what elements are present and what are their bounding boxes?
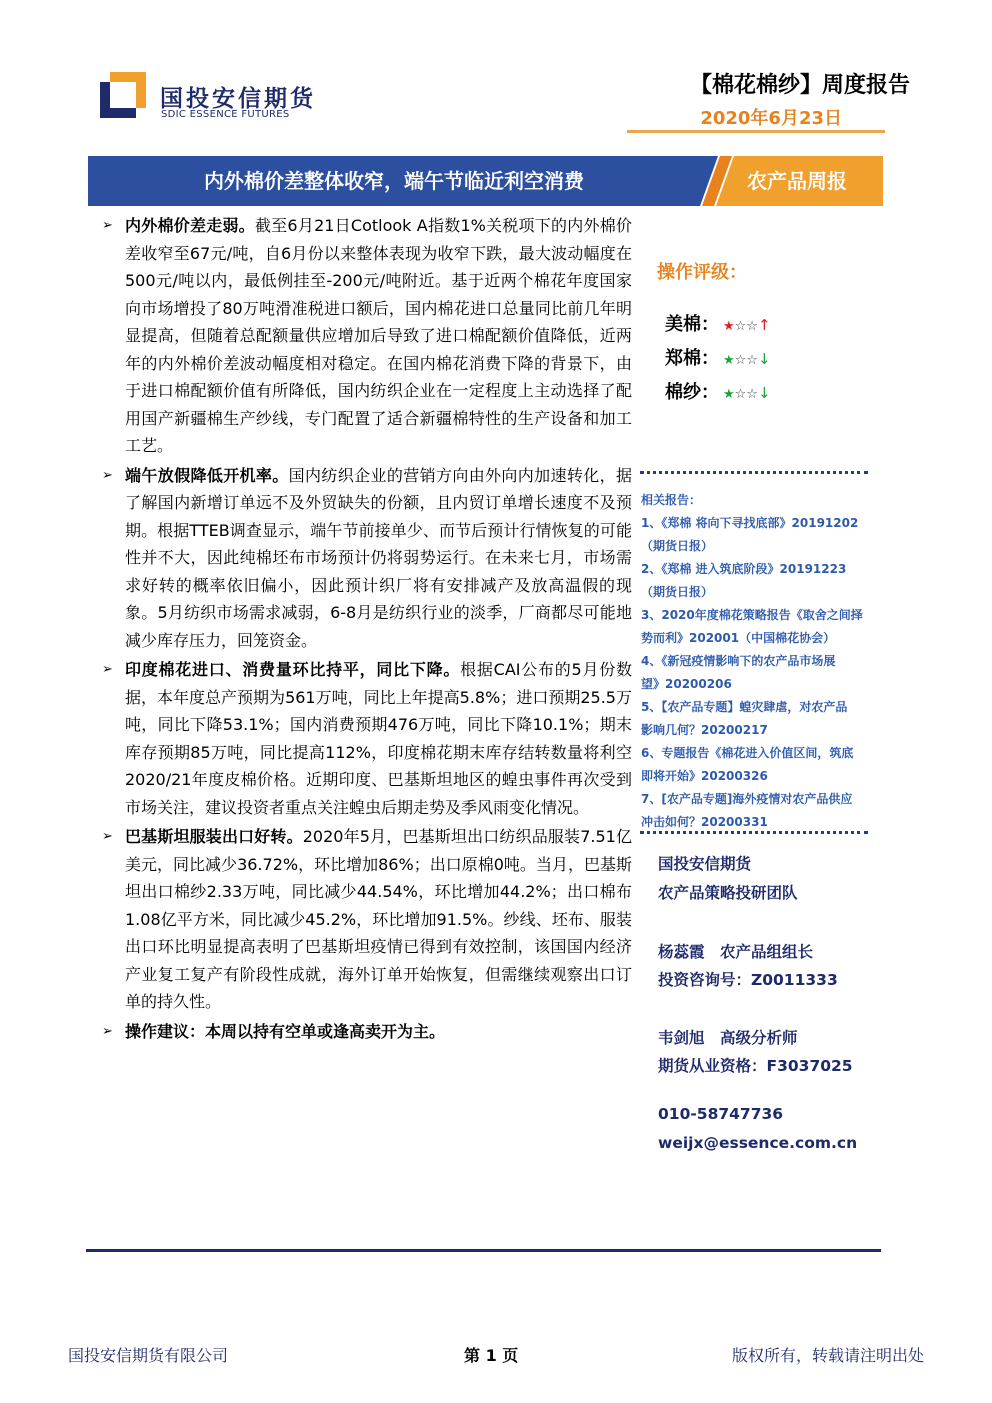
related-report-line[interactable]: （期货日报）: [641, 539, 714, 553]
related-report-line[interactable]: （期货日报）: [641, 585, 714, 599]
rating-title: 操作评级：: [657, 262, 747, 283]
paragraph-lead: 印度棉花进口、消费量环比持平，同比下降。: [125, 660, 461, 679]
paragraph-pakistan-exports: [100, 823, 632, 1016]
paragraph-body: 2020年5月，巴基斯坦出口纺织品服装7.51亿美元，同比减少36.72%，环比增加86%；出口原棉0吨。当月，巴基斯坦出口棉纱2.33万吨，同比减少44.54%，环比增加44.2%；出口棉布1.08亿平方米，同比减少45.2%，环比增加91.5%。纱线、坯布、服装出口环比明显提高表明了巴基斯坦疫情已得到有效控制，该国国内经济产业复工复产有阶段性成就，海外订单开始恢复，但需继续观察出口订单的持久性。: [125, 827, 632, 1011]
arrow-down-icon: ↓: [757, 384, 771, 402]
bullet-arrow-icon: ➢: [102, 1023, 113, 1039]
related-report-line[interactable]: 望》20200206: [641, 677, 732, 691]
report-title: 【棉花棉纱】周度报告: [689, 73, 910, 98]
logo-english-name: SDIC ESSENCE FUTURES: [161, 109, 290, 120]
paragraph-lead: 端午放假降低开机率。: [125, 465, 289, 485]
bullet-arrow-icon: ➢: [102, 829, 113, 844]
rating-label: 美棉：: [665, 314, 719, 335]
footer-company: 国投安信期货有限公司: [68, 1346, 229, 1365]
operation-advice: [100, 1018, 632, 1046]
related-report-line[interactable]: 即将开始》20200326: [641, 769, 768, 783]
header-divider: [627, 130, 885, 133]
related-report-line[interactable]: 4、《新冠疫情影响下的农产品市场展: [641, 654, 836, 668]
analyst-1-license: 投资咨询号：Z0011333: [658, 971, 838, 989]
star-filled-icon: ★: [723, 319, 735, 334]
paragraph-dragon-boat: [100, 462, 632, 655]
footer-divider: [86, 1249, 881, 1252]
analyst-2-license: 期货从业资格：F3037025: [658, 1057, 853, 1075]
rating-cotton-yarn: [665, 378, 771, 404]
star-filled-icon: ★: [723, 387, 735, 402]
star-filled-icon: ★: [723, 353, 735, 368]
related-report-line[interactable]: 1、《郑棉 将向下寻找底部》20191202: [641, 516, 859, 530]
related-report-line[interactable]: 影响几何？20200217: [641, 723, 768, 737]
related-report-line[interactable]: 冲击如何？20200331: [641, 815, 768, 829]
bullet-arrow-icon: ➢: [102, 662, 113, 677]
arrow-down-icon: ↓: [757, 350, 771, 368]
dotted-divider: [640, 831, 868, 834]
star-empty-icon: ☆☆: [734, 319, 758, 334]
analyst-2-name: 韦剑旭 高级分析师: [658, 1029, 798, 1047]
banner-title: 内外棉价差整体收窄，端午节临近利空消费: [204, 169, 584, 193]
paragraph-body: 根据CAI公布的5月份数据，本年度总产预期为561万吨，同比上年提高5.8%；进口预期25.5万吨，同比下降53.1%；国内消费预期476万吨，同比下降10.1%；期末库存预期85万吨，同比提高112%，印度棉花期末库存结转数量将利空2020/21年度皮棉价格。近期印度、巴基斯坦地区的蝗虫事件再次受到市场关注，建议投资者重点关注蝗虫后期走势及季风雨变化情况。: [125, 660, 632, 817]
paragraph-india-cotton: [100, 656, 632, 821]
arrow-up-icon: ↑: [757, 316, 771, 334]
banner-category-tag: 农产品周报: [747, 169, 847, 193]
contact-email[interactable]: weijx@essence.com.cn: [658, 1134, 858, 1152]
related-reports-title: 相关报告：: [641, 493, 702, 507]
dotted-divider: [640, 471, 868, 474]
report-date: 2020年6月23日: [700, 108, 842, 129]
advice-text: 操作建议：本周以持有空单或逢高卖开为主。: [125, 1021, 446, 1041]
related-report-line[interactable]: 2、《郑棉 进入筑底阶段》20191223: [641, 562, 847, 576]
team-group: 农产品策略投研团队: [658, 884, 798, 902]
team-company: 国投安信期货: [658, 855, 752, 873]
paragraph-cotton-spread: [100, 212, 632, 460]
contact-phone: 010-58747736: [658, 1105, 784, 1123]
main-content: [100, 212, 632, 1047]
related-report-line[interactable]: 3、2020年度棉花策略报告《取舍之间择: [641, 608, 863, 622]
rating-zhengzhou-cotton: [665, 344, 771, 370]
paragraph-lead: 内外棉价差走弱。: [125, 216, 255, 235]
bullet-arrow-icon: ➢: [102, 218, 113, 233]
rating-us-cotton: [665, 310, 771, 336]
page-number: 第 1 页: [464, 1346, 519, 1365]
related-reports-list: [641, 512, 886, 834]
star-empty-icon: ☆☆: [734, 387, 758, 402]
related-report-line[interactable]: 5、【农产品专题】蝗灾肆虐，对农产品: [641, 700, 848, 714]
rating-label: 郑棉：: [665, 348, 719, 369]
paragraph-body: 截至6月21日Cotlook A指数1%关税项下的内外棉价差收窄至67元/吨，自6月份以来整体表现为收窄下跌，最大波动幅度在500元/吨以内，最低例挂至-200元/吨附近。基于近两个棉花年度国家向市场增投了80万吨滑准税进口额后，国内棉花进口总量同比前几年明显提高，但随着总配额量供应增加后导致了进口棉配额价值降低，近两年的内外棉价差波动幅度相对稳定。在国内棉花消费下降的背景下，由于进口棉配额价值有所降低，国内纺织企业在一定程度上主动选择了配用国产新疆棉生产纱线，专门配置了适合新疆棉特性的生产设备和加工工艺。: [125, 216, 632, 455]
related-report-line[interactable]: 势而利》202001（中国棉花协会）: [641, 631, 836, 645]
analyst-1-name: 杨蕊霞 农产品组组长: [658, 943, 814, 961]
logo-chinese-name: 国投安信期货: [160, 86, 316, 112]
bullet-arrow-icon: ➢: [102, 467, 113, 483]
company-logo-icon: [100, 72, 146, 118]
star-empty-icon: ☆☆: [734, 353, 758, 368]
footer-copyright: 版权所有，转载请注明出处: [731, 1346, 924, 1365]
rating-label: 棉纱：: [665, 382, 719, 403]
related-report-line[interactable]: 7、[农产品专题]海外疫情对农产品供应: [641, 792, 853, 806]
paragraph-body: 国内纺织企业的营销方向由外向内加速转化，据了解国内新增订单远不及外贸缺失的份额，且内贸订单增长速度不及预期。根据TTEB调查显示，端午节前接单少、而节后预计行情恢复的可能性并不大，因此纯棉坯布市场预计仍将弱势运行。在未来七月，市场需求好转的概率依旧偏小，因此预计织厂将有安排减产及放高温假的现象。5月纺织市场需求减弱，6-8月是纺织行业的淡季，厂商都尽可能地减少库存压力，回笼资金。: [125, 465, 632, 650]
paragraph-lead: 巴基斯坦服装出口好转。: [125, 827, 303, 846]
related-report-line[interactable]: 6、专题报告《棉花进入价值区间，筑底: [641, 746, 854, 760]
